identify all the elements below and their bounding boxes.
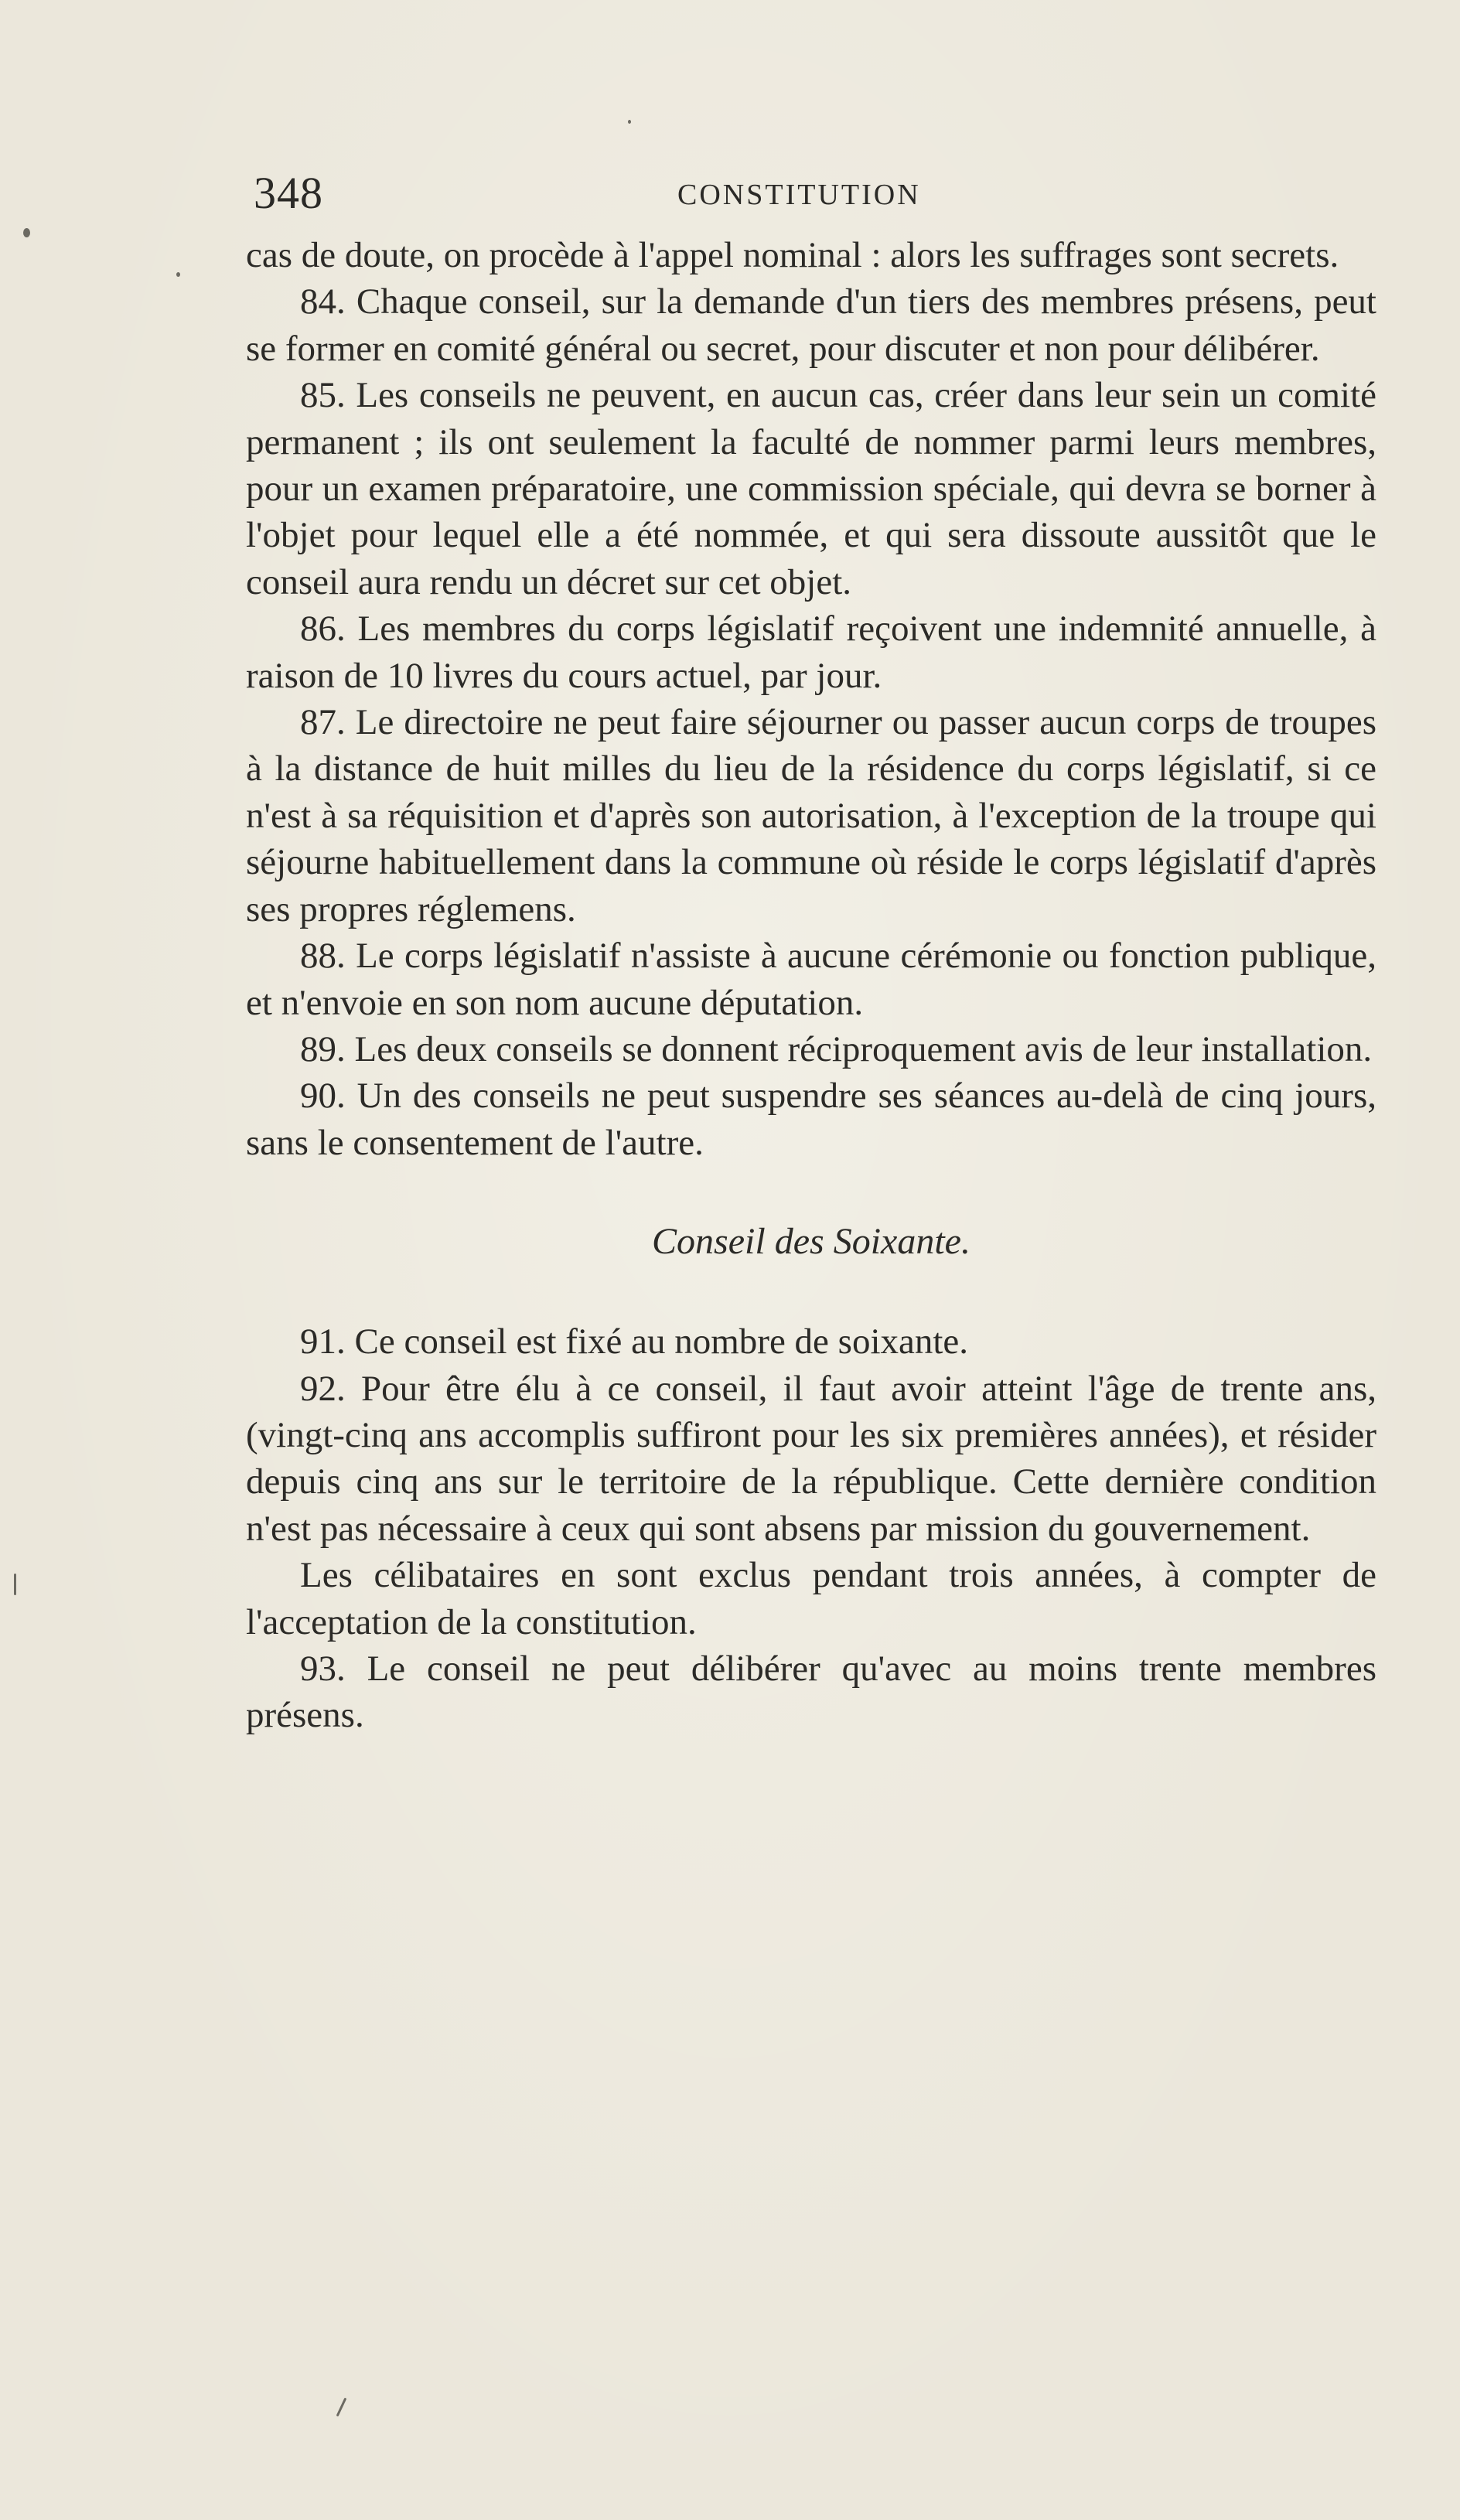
paper-speck xyxy=(23,228,30,237)
page-body xyxy=(246,232,1376,1739)
article-90: 90. Un des conseils ne peut suspendre ses séances au-delà de cinq jours, sans le consentement de l'autre. xyxy=(246,1076,1376,1163)
page-number: 348 xyxy=(254,168,323,218)
article-89: 89. Les deux conseils se donnent réciproquement avis de leur installation. xyxy=(300,1028,1373,1069)
article-85: 85. Les conseils ne peuvent, en aucun cas, créer dans leur sein un comité permanent ; ils ont seulement la faculté de nommer parmi leurs membres, pour un examen préparatoire, une commission spéciale, qui devra se borner à l'objet pour lequel elle a été nommée, et qui sera dissoute aussitôt que le conseil aura rendu un décret sur cet objet. xyxy=(246,375,1376,602)
article-93: 93. Le conseil ne peut délibérer qu'avec au moins trente membres présens. xyxy=(246,1648,1376,1736)
paragraph-continuation: cas de doute, on procède à l'appel nominal : alors les suffrages sont secrets. xyxy=(246,235,1339,275)
paper-speck xyxy=(176,272,180,277)
paper-speck xyxy=(628,120,631,124)
article-88: 88. Le corps législatif n'assiste à aucune cérémonie ou fonction publique, et n'envoie en son nom aucune députation. xyxy=(246,936,1376,1023)
page-header xyxy=(254,166,1213,220)
article-92-continued: Les célibataires en sont exclus pendant trois années, à compter de l'acceptation de la constitution. xyxy=(246,1555,1376,1642)
section-heading: Conseil des Soixante. xyxy=(652,1221,970,1263)
paper-speck xyxy=(336,2398,347,2417)
article-87: 87. Le directoire ne peut faire séjourner ou passer aucun corps de troupes à la distance de huit milles du lieu de la résidence du corps législatif, si ce n'est à sa réquisition et d'après son autorisation, à l'exception de la troupe qui séjourne habituellement dans la commune où réside le corps législatif d'après ses propres réglemens. xyxy=(246,702,1376,929)
paper-speck xyxy=(14,1574,16,1595)
running-title: CONSTITUTION xyxy=(677,179,921,211)
article-92: 92. Pour être élu à ce conseil, il faut avoir atteint l'âge de trente ans, (vingt-cinq ans accomplis suffiront pour les six premières années), et résider depuis cinq ans sur le territoire de la république. Cette dernière condition n'est pas nécessaire à ceux qui sont absens par mission du gouvernement. xyxy=(246,1368,1376,1549)
article-84: 84. Chaque conseil, sur la demande d'un tiers des membres présens, peut se former en comité général ou secret, pour discuter et non pour délibérer. xyxy=(246,281,1376,369)
article-86: 86. Les membres du corps législatif reçoivent une indemnité annuelle, à raison de 10 livres du cours actuel, par jour. xyxy=(246,609,1376,696)
article-91: 91. Ce conseil est fixé au nombre de soixante. xyxy=(300,1321,969,1362)
